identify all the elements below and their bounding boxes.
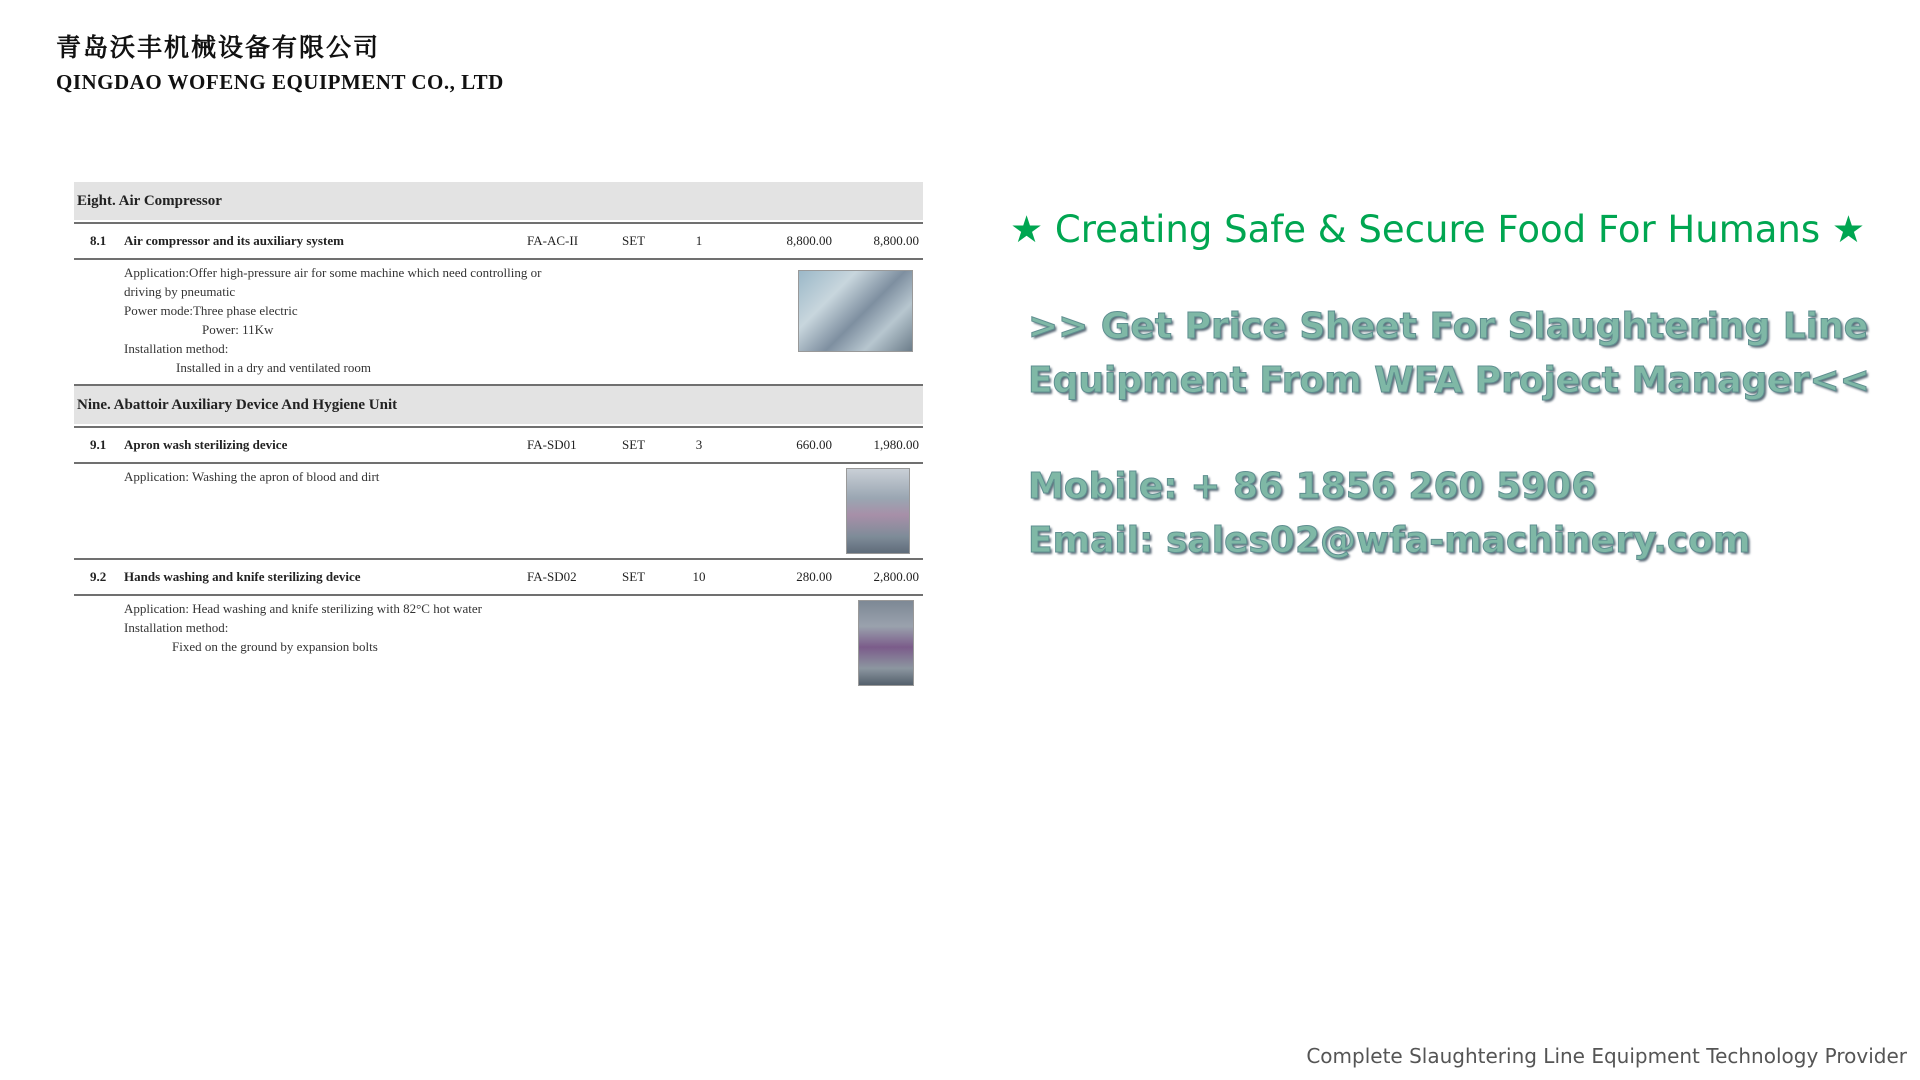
item-unit: SET [622,233,646,248]
item-unit-price: 8,800.00 [786,233,832,248]
apron-wash-photo [846,468,910,554]
description-line: Installation method: [124,341,229,356]
description-line: Application:Offer high-pressure air for some machine which need controlling or [124,265,542,280]
item-name: Apron wash sterilizing device [124,437,288,452]
item-number: 9.1 [90,437,107,452]
item-code: FA-SD02 [527,569,577,584]
table-row [74,558,923,596]
mobile-number: Mobile: + 86 1856 260 5906 [1028,466,1597,507]
company-header [56,28,504,95]
promo-line-2: Equipment From WFA Project Manager<< [1028,360,1870,401]
item-quantity: 3 [695,437,703,452]
description-line: Application: Washing the apron of blood and dirt [124,469,380,484]
item-total-price: 8,800.00 [873,233,919,248]
item-unit-price: 660.00 [796,437,832,452]
slogan-block [1010,208,1865,251]
table-row [74,426,923,464]
knife-sterilizer-photo [858,600,914,686]
air-compressor-photo [798,270,913,352]
item-description [74,464,923,558]
item-code: FA-AC-II [527,233,579,248]
item-unit: SET [622,569,646,584]
quotation-table [74,182,923,688]
item-code: FA-SD01 [527,437,577,452]
description-line: Installed in a dry and ventilated room [176,360,371,375]
email-address: Email: sales02@wfa-machinery.com [1028,520,1751,561]
description-line: Fixed on the ground by expansion bolts [172,639,378,654]
description-line: Installation method: [124,620,229,635]
item-number: 9.2 [90,569,107,584]
item-description [74,596,923,688]
item-name: Air compressor and its auxiliary system [124,233,344,248]
description-line: driving by pneumatic [124,284,236,299]
promo-line-1: >> Get Price Sheet For Slaughtering Line [1028,306,1869,347]
item-quantity: 1 [695,233,703,248]
item-total-price: 2,800.00 [873,569,919,584]
item-number: 8.1 [90,233,107,248]
contact-info [1028,460,1751,568]
price-sheet-promo [1028,300,1870,408]
item-unit: SET [622,437,646,452]
slogan-text: ★ Creating Safe & Secure Food For Humans ★ [1010,208,1866,251]
item-quantity: 10 [692,569,706,584]
item-name: Hands washing and knife sterilizing device [124,569,361,584]
section-header-air-compressor: Eight. Air Compressor [74,182,923,220]
description-line: Application: Head washing and knife sterilizing with 82°C hot water [124,601,482,616]
description-line: Power mode:Three phase electric [124,303,298,318]
company-name-english: QINGDAO WOFENG EQUIPMENT CO., LTD [56,70,504,94]
item-description [74,260,923,384]
section-header-auxiliary-device: Nine. Abattoir Auxiliary Device And Hygiene Unit [74,384,923,424]
footer-tagline: Complete Slaughtering Line Equipment Technology Provider [1306,1044,1907,1068]
item-total-price: 1,980.00 [873,437,919,452]
table-row [74,222,923,260]
description-line: Power: 11Kw [202,322,274,337]
item-unit-price: 280.00 [796,569,832,584]
company-name-chinese: 青岛沃丰机械设备有限公司 [56,33,381,62]
